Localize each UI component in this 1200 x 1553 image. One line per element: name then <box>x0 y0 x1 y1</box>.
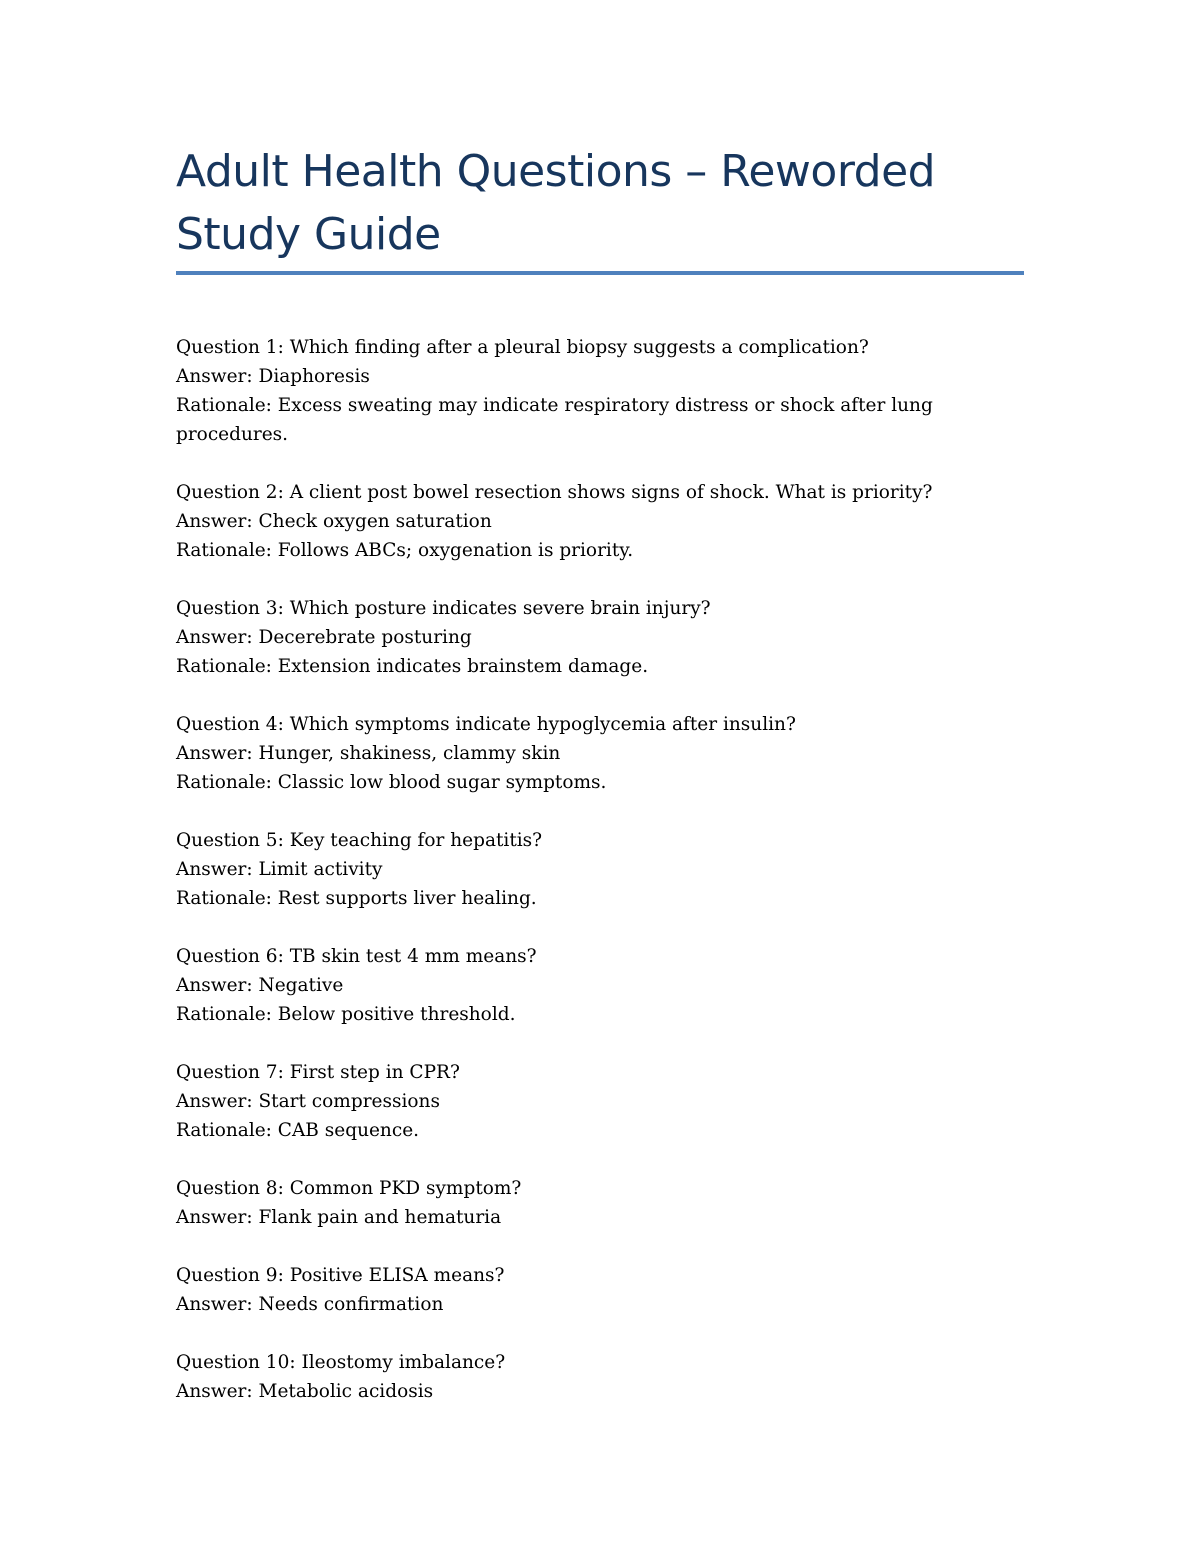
rationale-text: Rationale: Extension indicates brainstem damage. <box>176 656 649 677</box>
rationale-text: Rationale: Classic low blood sugar symptoms. <box>176 772 607 793</box>
rationale-text: Rationale: CAB sequence. <box>176 1120 420 1141</box>
question-text: Question 10: Ileostomy imbalance? <box>176 1352 506 1373</box>
answer-text: Answer: Hunger, shakiness, clammy skin <box>176 743 561 764</box>
answer-text: Answer: Check oxygen saturation <box>176 511 492 532</box>
title-block <box>176 140 1024 266</box>
qa-item-3 <box>176 594 936 681</box>
question-text: Question 7: First step in CPR? <box>176 1062 460 1083</box>
question-text: Question 4: Which symptoms indicate hypoglycemia after insulin? <box>176 714 796 735</box>
qa-item-7 <box>176 1058 936 1145</box>
qa-item-4 <box>176 710 936 797</box>
rationale-text: Rationale: Follows ABCs; oxygenation is priority. <box>176 540 634 561</box>
rationale-text: Rationale: Excess sweating may indicate respiratory distress or shock after lung procedures. <box>176 395 933 445</box>
question-text: Question 2: A client post bowel resection shows signs of shock. What is priority? <box>176 482 933 503</box>
page-title: Adult Health Questions – Reworded Study Guide <box>176 146 936 260</box>
rationale-text: Rationale: Below positive threshold. <box>176 1004 516 1025</box>
qa-item-5 <box>176 826 936 913</box>
answer-text: Answer: Negative <box>176 975 344 996</box>
question-text: Question 9: Positive ELISA means? <box>176 1265 505 1286</box>
title-underline <box>176 271 1024 275</box>
qa-item-2 <box>176 478 936 565</box>
answer-text: Answer: Limit activity <box>176 859 383 880</box>
question-text: Question 5: Key teaching for hepatitis? <box>176 830 543 851</box>
question-text: Question 8: Common PKD symptom? <box>176 1178 522 1199</box>
question-text: Question 1: Which finding after a pleural biopsy suggests a complication? <box>176 337 869 358</box>
question-text: Question 6: TB skin test 4 mm means? <box>176 946 537 967</box>
qa-item-9 <box>176 1261 936 1319</box>
answer-text: Answer: Diaphoresis <box>176 366 370 387</box>
answer-text: Answer: Metabolic acidosis <box>176 1381 434 1402</box>
answer-text: Answer: Start compressions <box>176 1091 440 1112</box>
rationale-text: Rationale: Rest supports liver healing. <box>176 888 537 909</box>
qa-item-1 <box>176 333 936 449</box>
qa-item-8 <box>176 1174 936 1232</box>
qa-item-10 <box>176 1348 936 1406</box>
answer-text: Answer: Flank pain and hematuria <box>176 1207 502 1228</box>
answer-text: Answer: Decerebrate posturing <box>176 627 472 648</box>
qa-item-6 <box>176 942 936 1029</box>
question-text: Question 3: Which posture indicates severe brain injury? <box>176 598 711 619</box>
qa-list <box>176 333 936 1435</box>
answer-text: Answer: Needs confirmation <box>176 1294 444 1315</box>
